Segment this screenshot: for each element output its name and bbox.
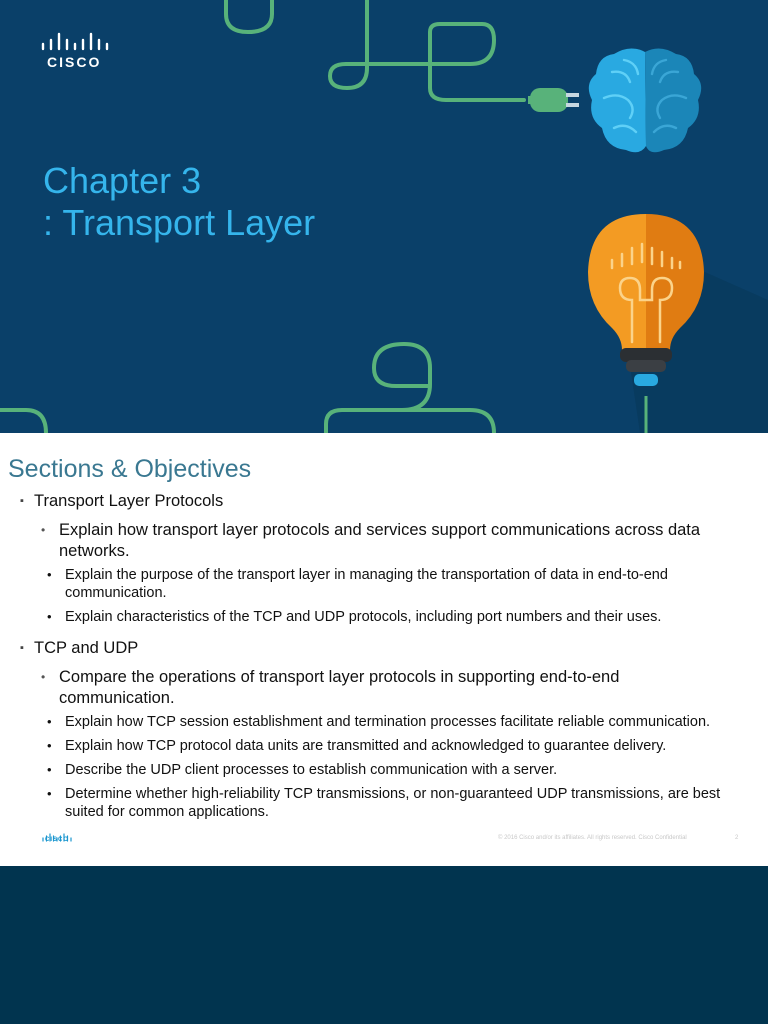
section-title-text: TCP and UDP — [34, 639, 139, 657]
objective-item — [0, 761, 768, 779]
objective-item — [0, 737, 768, 755]
dot-bullet-icon: • — [41, 670, 46, 684]
objective-item-text: Explain how TCP protocol data units are transmitted and acknowledged to guarantee delivery. — [65, 738, 667, 754]
title-slide — [0, 0, 768, 433]
section-objective — [0, 667, 768, 709]
content-slide — [0, 433, 768, 866]
dot-bullet-icon: • — [47, 762, 52, 777]
objective-item — [0, 713, 768, 731]
dot-bullet-icon: • — [47, 567, 52, 582]
slide-number: 2 — [735, 835, 739, 841]
objective-item-text: Explain how TCP session establishment and termination processes facilitate reliable communication. — [65, 714, 711, 730]
footer-cisco-logo-text: CISCO — [45, 837, 70, 843]
slide-title-line1: Chapter 3 — [43, 160, 202, 201]
slide-title-line2: : Transport Layer — [43, 202, 316, 243]
section-objective — [0, 520, 768, 562]
square-bullet-icon: ▪ — [20, 642, 24, 654]
dot-bullet-icon: • — [47, 609, 52, 624]
objective-item-text: Determine whether high-reliability TCP transmissions, or non-guaranteed UDP transmissions, are best suited for common applications. — [65, 786, 721, 820]
circuit-line-icon — [226, 0, 524, 100]
plug-icon — [528, 88, 579, 112]
dot-bullet-icon: • — [47, 738, 52, 753]
dot-bullet-icon: • — [47, 786, 52, 801]
objective-item — [0, 566, 768, 602]
cisco-logo-icon — [40, 32, 110, 72]
dot-bullet-icon: • — [47, 714, 52, 729]
objectives-outline — [0, 491, 768, 827]
square-bullet-icon: ▪ — [20, 495, 24, 507]
copyright-notice: © 2016 Cisco and/or its affiliates. All rights reserved. Cisco Confidential — [498, 835, 687, 841]
objective-item — [0, 608, 768, 626]
section-objective-text: Explain how transport layer protocols and services support communications across data networks. — [59, 521, 701, 560]
slide-title — [43, 160, 315, 244]
content-heading: Sections & Objectives — [8, 455, 252, 483]
objective-item-text: Describe the UDP client processes to establish communication with a server. — [65, 762, 558, 778]
footer-cisco-logo-icon — [42, 829, 72, 847]
section-title — [0, 638, 768, 658]
section-title — [0, 491, 768, 511]
brain-icon — [589, 48, 701, 152]
section-title-text: Transport Layer Protocols — [34, 492, 224, 510]
objective-item — [0, 785, 768, 821]
dot-bullet-icon: • — [41, 523, 46, 537]
cisco-logo-text: CISCO — [47, 54, 102, 70]
objective-item-text: Explain characteristics of the TCP and UDP protocols, including port numbers and their uses. — [65, 609, 662, 625]
section-objective-text: Compare the operations of transport layer protocols in supporting end-to-end communication. — [59, 668, 620, 707]
circuit-line-bottom-icon — [0, 344, 494, 433]
objective-item-text: Explain the purpose of the transport layer in managing the transportation of data in end-to-end communication. — [65, 567, 668, 601]
cisco-bars-icon — [40, 32, 110, 52]
